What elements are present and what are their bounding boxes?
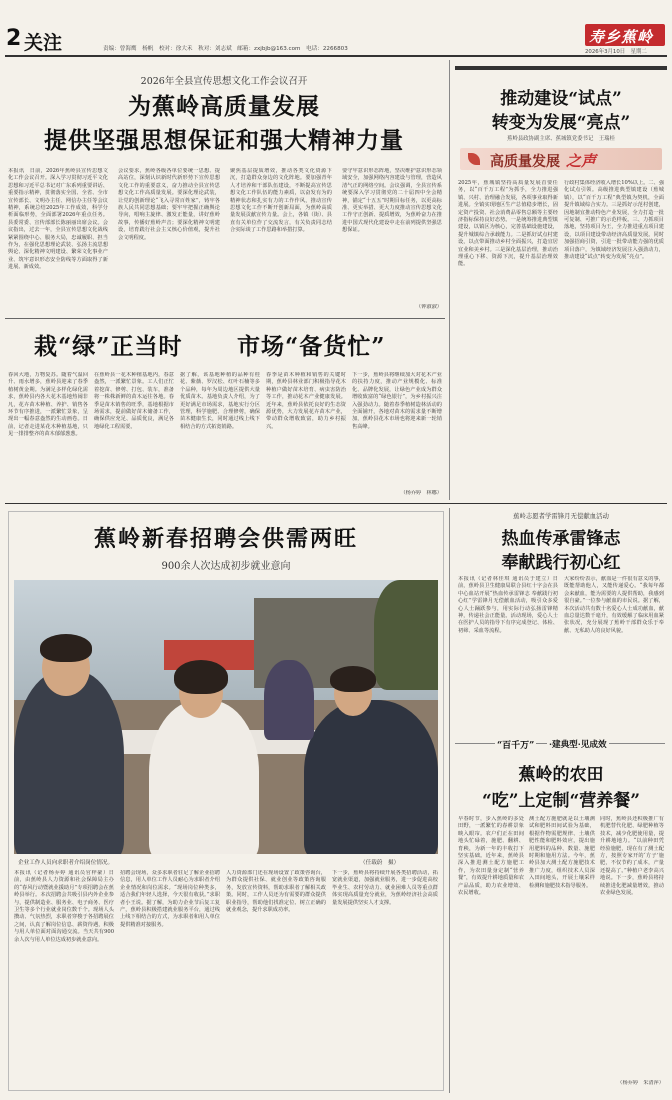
lead-bottom-rule — [5, 318, 445, 319]
agri-headline-2: “吃”上定制“营养餐” — [481, 791, 641, 811]
lead-headline-1: 为蕉岭高质量发展 — [128, 93, 320, 120]
leaf-icon — [468, 153, 480, 165]
lead-col-3: 聚焦基层提质增效，推动各类文化资源下沉，打造群众身边的文化阵地。要加强青年人才培养和干部队伍建设，不断提高宣传思想文化工作队伍的能力素质，以奋发有为的精神状态和扎实有力的工作作风，推动宣传思想文化工作不断开创新局面，为蕉岭高质量发展贡献宣传力量。会上，各镇（街）、县直有关单位作了交流发言，有关负责同志结合实际谈了工作思路和举措打算。 — [230, 168, 332, 234]
agri-col-1: 早春时节，步入蕉岭的多处田野，一派繁忙的春耕景象映入眼帘。农户们正在田间地头忙碌着，施肥、翻耕、育秧，为新一年的丰收打下坚实基础。近年来，蕉岭县深入推进测土配方施肥工作，为农田量身定制“营养餐”，有效提升耕地质量和农产品品质，助力农业增效、农民增收。 — [458, 816, 524, 897]
leifeng-col-1: 本报讯（记者林佳琪 通讯员于建立）日前，蕉岭县卫生健康局联合县红十字会在县中心血站开展“热血传承雷锋志 奉献践行初心红”学雷锋月无偿献血活动，吸引众多爱心人士踊跃参与，用实际行动弘扬雷锋精神，传递社会正能量。活动现场，爱心人士在医护人员的指导下有序完成登记、体检、初筛、采血等流程。 — [458, 576, 558, 634]
lead-col-4: 要守牢意识形态阵地，坚决维护意识形态领域安全，加强网络内容建设与管理，营造风清气正的网络空间。会议强调，全县宣传系统要深入学习贯彻党的二十届四中全会精神，锚定“十五五”时期目标任务，以更高标准、更实举措、更大力度推动宣传思想文化工作守正创新、提质增效，为蕉岭奋力在推进中国式现代化建设中走在前列提供坚强思想保证。 — [342, 168, 442, 234]
right-col-1: 2025年，蕉城镇坚持高质量发展首要任务，以“百千万工程”为抓手，全力推进强镇、兴村、治理融合发展，各项事业取得新进展。全镇实现地区生产总值稳步增长，固定资产投资、社会消费品零售总额等主要经济指标保持良好态势。一是统筹推进典型镇建设，以镇区为核心，完善基础设施建设，提升城镇综合承载能力。二是抓好试点村建设，以点带面推动乡村全面振兴，打造宜居宜业和美乡村。三是深化基层治理，推动治理重心下移、资源下沉，提升基层治理效能。 — [458, 180, 558, 268]
recruitment-col-1: 本报讯（记者杨乔婷 通讯员官梓豪）日前，由蕉岭县人力资源和社会保障局主办的“春风行动暨就业援助月”专项招聘会在蕉岭县举行。本次招聘会共吸引县内外企业参与，提供制造业、服务业、电子商务、医疗卫生等多个行业就业岗位数千个。现场人头攒动、气氛热烈，求职者穿梭于各招聘展位之间，认真了解岗位信息、薪资待遇，积极与用人单位面对面沟通交流。当天共有900余人次与用人单位达成初步就业意向。 — [14, 870, 114, 943]
photo-person-center — [149, 700, 259, 854]
right-headline-2: 转变为发展“亮点” — [491, 113, 631, 133]
agri-headline-1: 蕉岭的农田 — [518, 765, 604, 785]
green-col-2: 在蕉岭县一花木种植基地内，春意盎然，一派繁忙景象。工人们正忙着挖苗、修剪、打包、装车，准备将一株株新鲜的苗木运往各地。春季是苗木销售的旺季，基地根据市场需求，提前做好苗木储备工作，确保供应充足、品质优良，满足各地绿化工程需要。 — [94, 372, 174, 430]
green-col-3: 据了解，该基地种植的品种有桂花、紫薇、罗汉松、红叶石楠等多个品种，每年为周边地区提供大量优质苗木。基地负责人介绍，为了更好满足市场需求，基地实行分区管理，科学施肥、合理修剪，确保苗木健康生长，同时通过线上线下相结合的方式拓宽销路。 — [180, 372, 260, 430]
section-title: 关注 — [24, 32, 63, 54]
agri-byline: （杨乔婷 朱清萍） — [617, 1080, 664, 1086]
lead-col-2: 会议要求，蕉岭各级各单位要统一思想、提高站位，深刻认识新时代新形势下宣传思想文化工作的重要意义，奋力推动全县宣传思想文化工作高质量发展。要深化理论武装，让党的创新理论“飞入寻常百姓家”，铸牢各族人民共同思想基础；要牢牢把握正确舆论导向，唱响主旋律、激发正能量，讲好蕉岭故事，传播好蕉岭声音；要深化精神文明建设，培育践行社会主义核心价值观，提升社会文明程度。 — [118, 168, 220, 241]
recruitment-col-3: 人力资源部门还在现场设置了政策咨询台，为群众提供社保、就业创业等政策咨询服务，发放宣传资料，帮助求职者了解相关政策。同时，工作人员还为有需要的群众提供职业指导，帮助他们找准定位、树立正确的就业观念，提升求职成功率。 — [226, 870, 326, 914]
recruitment-photo — [14, 580, 438, 854]
green-headline-a: 栽“绿”正当时 — [34, 333, 183, 360]
issue-date: 2026年3月10日 星期二 — [585, 49, 647, 55]
leifeng-headline-2: 奉献践行初心红 — [501, 553, 621, 573]
photo-hair-right — [330, 666, 376, 692]
green-byline: （杨乔婷 林娜） — [400, 490, 442, 496]
section-banner — [460, 148, 662, 170]
recruitment-subheadline: 900余人次达成初步就业意向 — [161, 561, 291, 572]
recruitment-col-2: 招聘会现场，众多求职者驻足了解企业招聘信息，用人单位工作人员耐心为求职者介绍企业情况和岗位需求。“现场岗位种类多，适合我们年轻人选择，今天很有收获。”求职者小王说。据了解，为助力企业节后复工复产，蕉岭县积极搭建就业服务平台，通过线上线下相结合的方式，为求职者和用人单位提供精准对接服务。 — [120, 870, 220, 928]
recruitment-headline: 蕉岭新春招聘会供需两旺 — [93, 526, 358, 552]
right-headline-1: 推动建设“试点” — [500, 89, 622, 109]
photo-person-right — [304, 700, 438, 854]
lead-headline-2: 提供坚强思想保证和强大精神力量 — [44, 127, 404, 154]
banner-accent: 之声 — [566, 152, 597, 170]
lower-right-divider — [449, 508, 450, 1093]
agri-col-3: 同时，蕉岭县还积极推广有机肥替代化肥、绿肥种植等技术，减少化肥使用量，提升耕地地力。“以前种田凭经验施肥，现在有了测土配方，按照专家开的‘方子’施肥，不仅节约了成本，产量还提高了。”种植户老李高兴地说。下一步，蕉岭县将持续推进化肥减量增效，推动农业绿色发展。 — [600, 816, 664, 897]
middle-rule — [5, 503, 667, 504]
leifeng-headline-1: 热血传承雷锋志 — [501, 529, 621, 549]
paper-logo — [585, 24, 665, 46]
photo-hair-center — [174, 660, 228, 694]
banner-title: 高质量发展 — [490, 154, 560, 170]
photo-tree — [374, 580, 438, 690]
agri-kicker-b: ·建典型·见成效 — [549, 740, 607, 750]
agri-col-2: 测土配方施肥就是以土壤测试和肥料田间试验为基础，根据作物需肥规律、土壤供肥性能和肥料效应，提出施用肥料的品种、数量、施肥时期和施用方法。今年，蕉岭县加大测土配方施肥技术推广力度，组织技术人员深入田间地头，开展土壤采样检测和施肥技术指导服务。 — [529, 816, 595, 889]
agri-kicker-a: “百千万” — [495, 738, 536, 751]
right-top-rule — [455, 66, 667, 70]
photo-credit: （任载蔚 摄） — [360, 860, 400, 866]
green-col-1: 春回大地，万物复苏。随着气温回升、雨水增多，蕉岭县迎来了春季植树黄金期。为满足多样化绿化需求，蕉岭县内各大花木基地热闹非凡，花卉苗木种植、养护、销售各环节有序推进，一派繁忙景象，呈现出一幅春意盎然的生动画卷。日前，记者走进某花木种植基地，只见一排排整齐的苗木郁郁葱葱。 — [8, 372, 88, 438]
lead-kicker: 2026年全县宣传思想文化工作会议召开 — [140, 76, 308, 87]
recruitment-col-4: 下一步，蕉岭县将持续开展各类招聘活动，拓宽就业渠道，加强就业服务，进一步促进高校毕业生、农村劳动力、就业困难人员等重点群体实现高质量充分就业，为蕉岭经济社会高质量发展提供坚实人才支撑。 — [332, 870, 438, 906]
green-col-5: 下一步，蕉岭县将继续加大对花木产业的扶持力度，推动产业规模化、标准化、品牌化发展，让绿色产业成为群众增收致富的“绿色银行”，为乡村振兴注入强劲动力。随着春季植树造林活动的全面铺开，各地对苗木的需求量不断增加，蕉岭县花木市场也将迎来新一轮销售高峰。 — [352, 372, 442, 430]
paper-name: 寿乡蕉岭 — [589, 28, 654, 46]
leifeng-kicker: 蕉岭志愿者学雷锋月无偿献血活动 — [513, 512, 609, 520]
photo-person-back — [264, 660, 314, 740]
editors-line: 责编：曾海鹰 杨帆 校对：徐大禾 秋对：刘志斌 邮箱：zxjbjb@163.com 电话：2266803 — [103, 46, 348, 52]
masthead — [0, 0, 672, 55]
agri-kicker-bar — [455, 738, 665, 750]
masthead-rule — [5, 55, 667, 57]
green-headline-b: 市场“备货忙” — [237, 333, 386, 360]
page-number: 2 — [6, 26, 22, 51]
photo-person-left — [14, 670, 124, 854]
right-attribution: 蕉岭县政协副主席、蕉城镇党委书记 王瑞桂 — [507, 136, 615, 142]
green-col-4: 春季是苗木种植和销售的关键时期，蕉岭县林业部门积极指导花木种植户做好苗木培育、病虫害防治等工作，推动花木产业健康发展。近年来，蕉岭县依托良好的生态资源优势，大力发展花卉苗木产业，带动群众增收致富，助力乡村振兴。 — [266, 372, 346, 430]
photo-hair-left — [40, 634, 92, 662]
lead-col-1: 本报讯 日前，2026年蕉岭县宣传思想文化工作会议召开。深入学习贯彻习近平文化思想和习近平总书记对广东系列重要讲话、重要指示精神，贯彻落实全国、全省、全市宣传部长、文明办主任、网信办主任等会议精神，系统总结2025年工作成效，科学分析面临形势，全面部署2026年重点任务。县委常委、宣传部部长陈丽丽出席会议。会议指出，过去一年，全县宣传思想文化战线紧紧围绕中心、服务大局，忠诚履职、担当作为，在强化思想理论武装、弘扬主流思想舆论、深化精神文明建设、繁荣文化事业产业、筑牢意识形态安全防线等方面取得了新进展、新成效。 — [8, 168, 108, 271]
right-column-divider — [449, 60, 450, 500]
right-col-2: 行政村集体经济收入增长10%以上。二、强化试点引领。高级推进典型镇建设（蕉城镇），以“百千万工程”典型镇为契机，全面提升镇域综合实力。三是抓好示范村创建，因地制宜推动特色产业发展，全力打造一批可复制、可推广的示范样板。三、力抓项目落地，坚持项目为王，全力推进重点项目建设，以项目建设带动经济高质量发展。同时加强招商引资，引进一批带动能力强的优质项目落户，为镇域经济发展注入强劲动力，推动建设“试点”转变为发展“亮点”。 — [564, 180, 664, 261]
lead-byline: （钟淑淑） — [416, 304, 442, 310]
leifeng-col-2: 大家纷纷表示，献血是一件很有意义的事，既能帮助他人，又能传递爱心。“我每年都会来献血，能为需要的人提供帮助，我感到很自豪。”一位参与献血的市民说。据了解，本次活动共有数十名爱心人士成功献血，献血总量达数千毫升，有效缓解了临床用血紧张状况，充分展现了蕉岭干部群众乐于奉献、无私助人的良好风貌。 — [564, 576, 664, 634]
photo-caption: 企业工作人员向求职者介绍岗位情况。 — [18, 860, 114, 866]
